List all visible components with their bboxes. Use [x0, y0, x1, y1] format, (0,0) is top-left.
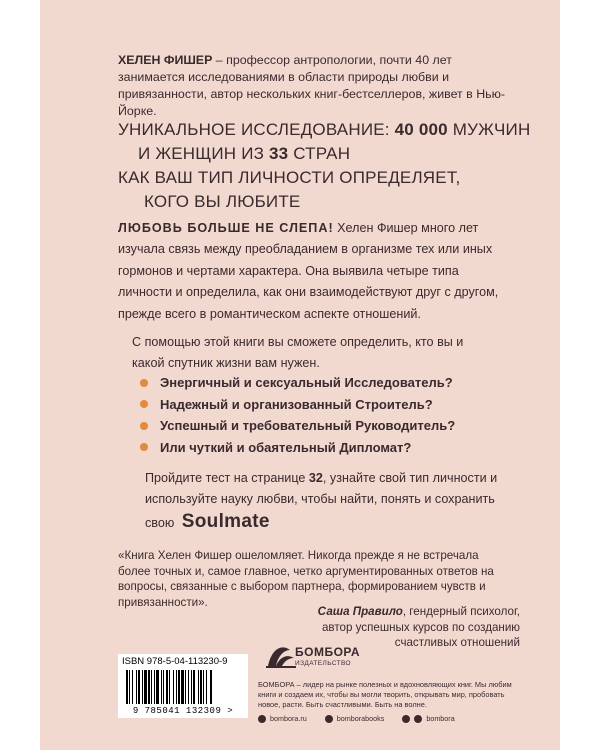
headline-text: УНИКАЛЬНОЕ ИССЛЕДОВАНИЕ:: [118, 120, 395, 139]
test-page-number: 32: [308, 471, 323, 485]
bullet-icon: [140, 379, 148, 387]
barcode-bar: [154, 670, 155, 704]
barcode-bar: [151, 670, 152, 704]
test-invitation: [145, 468, 515, 534]
author-signature: Саша Правило: [317, 605, 403, 618]
barcode-bar: [191, 670, 192, 704]
barcode-bar: [176, 670, 177, 704]
barcode-icon: [118, 668, 248, 706]
bullet-icon: [140, 400, 148, 408]
barcode-bar: [200, 670, 202, 704]
globe-icon: [258, 715, 266, 723]
bullet-icon: [140, 422, 148, 430]
headline-research: [118, 118, 530, 166]
isbn-label: ISBN 978-5-04-113230-9: [122, 656, 228, 667]
paragraph-text: Хелен Фишер много лет изучала связь между преобладанием в организме тех или иных гормонов и чертами характера. Она выявила четыре типа личности и определила, как они взаимодействуют друг с другом, прежде всего в романтическом аспекте отношений.: [118, 221, 499, 321]
barcode-bar: [144, 670, 147, 704]
list-item-text: Успешный и требовательный Руководитель?: [160, 418, 456, 433]
bullet-icon: [140, 443, 148, 451]
barcode-bar: [210, 670, 212, 704]
list-item-text: Или чуткий и обаятельный Дипломат?: [160, 439, 412, 455]
intro-to-list: С помощью этой книги вы сможете определить, кто вы и какой спутник жизни вам нужен.: [132, 335, 464, 371]
headline-text: МУЖЧИН: [447, 120, 531, 139]
headline-text: СТРАН: [288, 144, 351, 163]
author-name: ХЕЛЕН ФИШЕР: [118, 53, 213, 67]
test-text: Пройдите тест на странице: [145, 471, 309, 485]
barcode-bar: [198, 670, 199, 704]
headline-line: КОГО ВЫ ЛЮБИТЕ: [144, 192, 301, 211]
social-handle: bomborabooks: [336, 714, 385, 723]
headline-number: 33: [269, 144, 289, 163]
publisher-logo-text: БОМБОРА: [295, 645, 361, 659]
list-item-text: Надежный и организованный Строитель?: [160, 396, 433, 412]
list-item: [140, 394, 455, 416]
list-item-text: Энергичный и сексуальный Исследователь?: [160, 375, 453, 390]
barcode-bar: [185, 670, 186, 704]
barcode-bar: [138, 670, 140, 704]
barcode-bar: [206, 670, 207, 704]
barcode-bar: [181, 670, 184, 704]
list-item: [140, 372, 455, 394]
telegram-icon: [414, 715, 422, 723]
social-icon: [325, 715, 333, 723]
vk-icon: [402, 715, 410, 723]
author-description: , гендерный психолог, автор успешных курсов по созданию счастливых отношений: [321, 605, 520, 650]
headline-number: 40 000: [394, 120, 448, 139]
test-text: , узнайте свой тип личности и используйте науку любви, чтобы найти, понять и сохранить свою: [145, 471, 498, 530]
headline-line: КАК ВАШ ТИП ЛИЧНОСТИ ОПРЕДЕЛЯЕТ,: [118, 168, 461, 187]
social-handle: bombora: [426, 714, 455, 723]
list-item: [140, 437, 455, 459]
barcode-bar: [178, 670, 180, 704]
barcode-bar: [169, 670, 170, 704]
barcode-bar: [203, 670, 204, 704]
barcode-bar: [148, 670, 150, 704]
headline-text: И ЖЕНЩИН ИЗ: [138, 144, 270, 163]
barcode-bar: [142, 670, 143, 704]
barcode-bar: [136, 670, 137, 704]
isbn-barcode: [118, 654, 248, 718]
list-item: [140, 415, 455, 437]
author-intro: [118, 52, 508, 120]
barcode-bar: [132, 670, 133, 704]
review-quote: «Книга Хелен Фишер ошеломляет. Никогда прежде я не встречала более точных и, самое главное, четко аргументированных ответов на вопросы, связанные с выбором партнера, формированием чувств и привязанности».: [118, 549, 494, 609]
publisher-description: БОМБОРА – лидер на рынке полезных и вдохновляющих книг. Мы любим книги и создаем их, чтобы вы могли творить, открывать мир, пробовать новое, расти. Быть счастливыми. Быть на волне.: [258, 680, 512, 709]
barcode-bar: [173, 670, 174, 704]
soulmate-wordmark: Soulmate: [181, 510, 270, 532]
barcode-digits: 9 785041 132309 >: [132, 706, 234, 716]
barcode-bar: [188, 670, 189, 704]
barcode-bar: [126, 670, 128, 704]
social-links: [258, 714, 455, 723]
social-site: bombora.ru: [270, 714, 307, 723]
personality-list: [140, 372, 455, 458]
barcode-bar: [166, 670, 168, 704]
headline-personality: [118, 166, 460, 214]
barcode-bar: [129, 670, 130, 704]
quote-author: [290, 604, 520, 651]
barcode-bar: [161, 670, 162, 704]
description-paragraph: [118, 218, 513, 325]
publisher-logo-sub: ИЗДАТЕЛЬСТВО: [295, 660, 351, 667]
barcode-bar: [156, 670, 159, 704]
lead-text: ЛЮБОВЬ БОЛЬШЕ НЕ СЛЕПА!: [118, 221, 334, 235]
barcode-bar: [163, 670, 164, 704]
author-bio: – профессор антропологии, почти 40 лет занимается исследованиями в области природы любви и привязанности, автор нескольких книг-бестселлеров, живет в Нью-Йорке.: [118, 53, 506, 118]
barcode-bar: [193, 670, 195, 704]
